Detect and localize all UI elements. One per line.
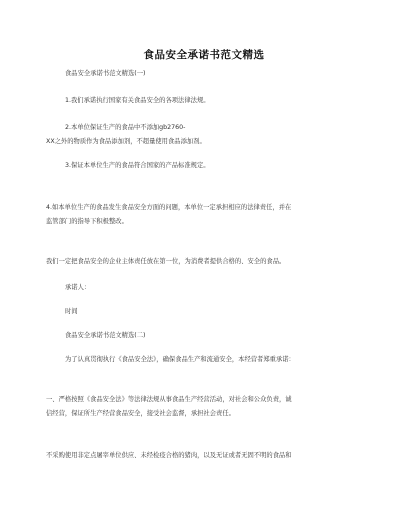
document-title: 食品安全承诺书范文精选 — [143, 49, 265, 61]
paragraph-line: 4.如本单位生产的食品发生食品安全方面的问题，本单位一定承担相应的法律责任，并在 — [46, 204, 292, 211]
paragraph-line: 监管部门的指导下积极整改。 — [46, 218, 128, 225]
signature-label: 承诺人： — [65, 284, 91, 291]
paragraph-line: 一、严格按照《食品安全法》等法律法规从事食品生产经营活动，对社会和公众负责，诚 — [46, 396, 292, 403]
paragraph-line: XX之外的物质作为食品添加剂，不超量使用食品添加剂。 — [46, 138, 206, 145]
paragraph-line: 1.我们承诺执行国家有关食品安全的各项法律法规。 — [65, 97, 210, 104]
section-heading-1: 食品安全承诺书范文精选(一) — [65, 70, 146, 77]
paragraph-line: 3.保证本单位生产的食品符合国家的产品标准规定。 — [65, 162, 210, 169]
section-heading-2: 食品安全承诺书范文精选(二) — [65, 332, 146, 339]
paragraph-line: 为了认真贯彻执行《食品安全法》，确保食品生产和流通安全，本经营者郑重承诺： — [65, 356, 295, 363]
paragraph-line: 信经营，保证所生产经营食品安全，接受社会监督，承担社会责任。 — [46, 410, 235, 417]
paragraph-line: 我们一定把食品安全的企业主体责任放在第一位，为消费者提供合格的、安全的食品。 — [46, 258, 286, 265]
paragraph-line: 不采购使用非定点屠宰单位供应、未经检疫合格的猪肉，以及无证或者无固不明的食品和 — [46, 452, 292, 459]
paragraph-line: 2.本单位保证生产的食品中不添加gb2760- — [65, 124, 186, 131]
date-label: 时间 — [65, 308, 78, 315]
